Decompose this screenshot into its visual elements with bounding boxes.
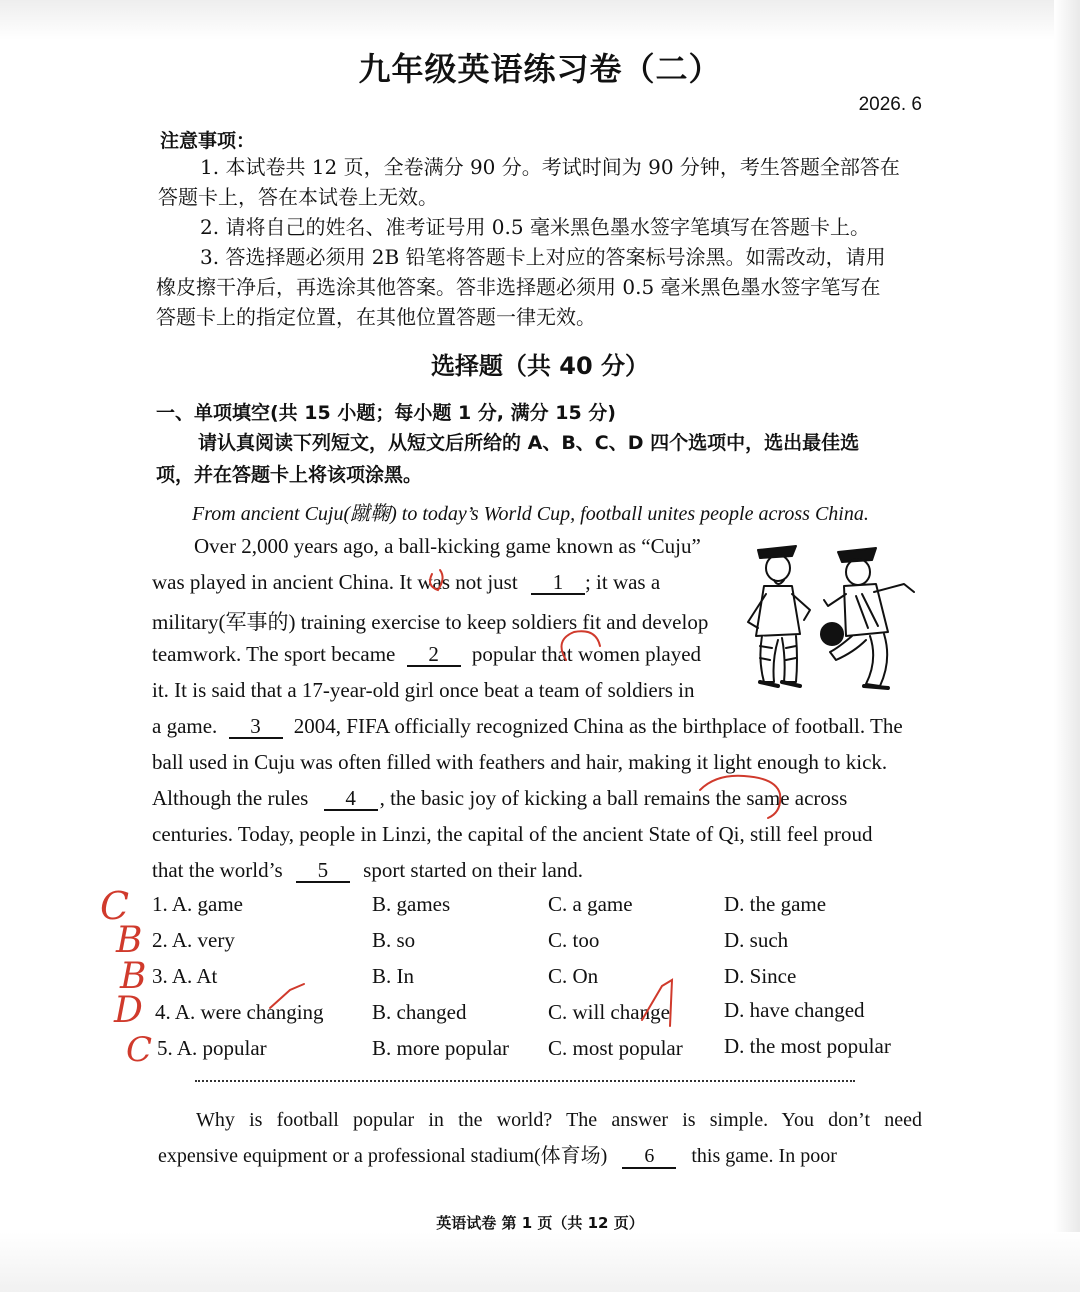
passage-line: Over 2,000 years ago, a ball-kicking game known as “Cuju” bbox=[194, 534, 701, 558]
answer-mark-q5: C bbox=[126, 1030, 153, 1070]
q2-option-a: 2. A. very bbox=[152, 928, 235, 952]
answer-mark-q4: D bbox=[114, 990, 143, 1031]
part1-heading: 一、单项填空(共 15 小题；每小题 1 分, 满分 15 分) bbox=[156, 402, 616, 424]
passage-text: was played in ancient China. It was not just bbox=[152, 570, 518, 594]
passage-text: 2004, FIFA officially recognized China as the birthplace of football. The bbox=[293, 714, 903, 738]
passage-text: Although the rules bbox=[152, 786, 309, 810]
passage-text: a game. bbox=[152, 714, 218, 738]
blank-1: 1 bbox=[531, 571, 585, 595]
passage-line: it. It is said that a 17-year-old girl once beat a team of soldiers in bbox=[152, 678, 695, 702]
part1-instruction-line2: 项，并在答题卡上将该项涂黑。 bbox=[156, 464, 423, 486]
notice-item3-line1: 3. 答选择题必须用 2B 铅笔将答题卡上对应的答案标号涂黑。如需改动，请用 bbox=[200, 245, 886, 269]
passage-line: ball used in Cuju was often filled with feathers and hair, making it light enough to kick. bbox=[152, 750, 888, 774]
divider bbox=[195, 1080, 855, 1082]
passage-line: military(军事的) training exercise to keep soldiers fit and develop bbox=[152, 610, 709, 634]
passage-line bbox=[152, 570, 660, 595]
q3-option-b: B. In bbox=[372, 964, 414, 988]
q1-option-a: 1. A. game bbox=[152, 892, 243, 916]
notice-item3-line2: 橡皮擦干净后，再选涂其他答案。答非选择题必须用 0.5 毫米黑色墨水签字笔写在 bbox=[156, 275, 881, 299]
q4-option-c: C. will change bbox=[548, 1000, 670, 1024]
page-footer: 英语试卷 第 1 页（共 12 页） bbox=[436, 1214, 644, 1232]
passage-text: popular that women played bbox=[471, 642, 702, 666]
blank-5: 5 bbox=[296, 859, 350, 883]
exam-title: 九年级英语练习卷（二） bbox=[358, 50, 722, 88]
notice-item1-line1: 1. 本试卷共 12 页，全卷满分 90 分。考试时间为 90 分钟，考生答题全部答在 bbox=[200, 155, 900, 179]
section-title: 选择题（共 40 分） bbox=[430, 352, 650, 380]
blank-4: 4 bbox=[324, 787, 378, 811]
q4-option-a: 4. A. were changing bbox=[155, 1000, 324, 1024]
notice-item3-line3: 答题卡上的指定位置，在其他位置答题一律无效。 bbox=[156, 305, 596, 329]
q2-option-d: D. such bbox=[724, 928, 789, 952]
q1-option-d: D. the game bbox=[724, 892, 827, 916]
q1-option-b: B. games bbox=[372, 892, 451, 916]
passage-text: sport started on their land. bbox=[363, 858, 584, 882]
q1-option-c: C. a game bbox=[548, 892, 633, 916]
blank-3: 3 bbox=[229, 715, 283, 739]
notice-heading: 注意事项： bbox=[160, 130, 256, 152]
scan-shadow-bottom bbox=[0, 1232, 1080, 1292]
passage2-text: this game. In poor bbox=[691, 1145, 837, 1167]
passage-text: that the world’s bbox=[152, 858, 283, 882]
notice-item1-line2: 答题卡上，答在本试卷上无效。 bbox=[158, 185, 438, 209]
passage2-line2 bbox=[158, 1138, 922, 1174]
q5-option-c: C. most popular bbox=[548, 1036, 683, 1060]
exam-date: 2026. 6 bbox=[858, 94, 922, 115]
passage-line bbox=[152, 858, 583, 883]
notice-item2: 2. 请将自己的姓名、准考证号用 0.5 毫米黑色墨水签字笔填写在答题卡上。 bbox=[200, 215, 870, 239]
scan-shadow-right bbox=[1054, 0, 1080, 1292]
q4-option-d: D. have changed bbox=[724, 998, 865, 1022]
scan-shadow-top bbox=[0, 0, 1080, 40]
answer-mark-q2: B bbox=[116, 920, 143, 961]
q3-option-d: D. Since bbox=[724, 964, 797, 988]
passage-text: , the basic joy of kicking a ball remains the same across bbox=[379, 786, 848, 810]
q5-option-a: 5. A. popular bbox=[157, 1036, 267, 1060]
passage-text: ; it was a bbox=[584, 570, 661, 594]
q2-option-b: B. so bbox=[372, 928, 416, 952]
passage-line: centuries. Today, people in Linzi, the capital of the ancient State of Qi, still feel proud bbox=[152, 822, 873, 846]
q3-option-a: 3. A. At bbox=[152, 964, 218, 988]
q5-option-d: D. the most popular bbox=[724, 1034, 891, 1058]
passage-line bbox=[152, 642, 701, 667]
answer-mark-q1: C bbox=[100, 884, 130, 928]
passage2-line1 bbox=[152, 1102, 922, 1138]
passage-line bbox=[152, 786, 847, 811]
passage-text: teamwork. The sport became bbox=[152, 642, 396, 666]
passage-line bbox=[152, 714, 903, 739]
blank-6: 6 bbox=[622, 1145, 676, 1169]
q5-option-b: B. more popular bbox=[372, 1036, 510, 1060]
part1-instruction-line1: 请认真阅读下列短文，从短文后所给的 A、B、C、D 四个选项中，选出最佳选 bbox=[198, 432, 860, 454]
passage-title: From ancient Cuju(蹴鞠) to today’s World Cup, football unites people across China. bbox=[192, 503, 869, 525]
q4-option-b: B. changed bbox=[372, 1000, 467, 1024]
q3-option-c: C. On bbox=[548, 964, 599, 988]
blank-2: 2 bbox=[407, 643, 461, 667]
cuju-illustration bbox=[738, 536, 924, 696]
passage2-text: expensive equipment or a professional stadium(体育场) bbox=[158, 1145, 608, 1167]
q2-option-c: C. too bbox=[548, 928, 600, 952]
passage2-text: Why is football popular in the world? The answer is simple. You don’t need bbox=[196, 1109, 922, 1131]
answer-mark-q3: B bbox=[120, 956, 147, 997]
